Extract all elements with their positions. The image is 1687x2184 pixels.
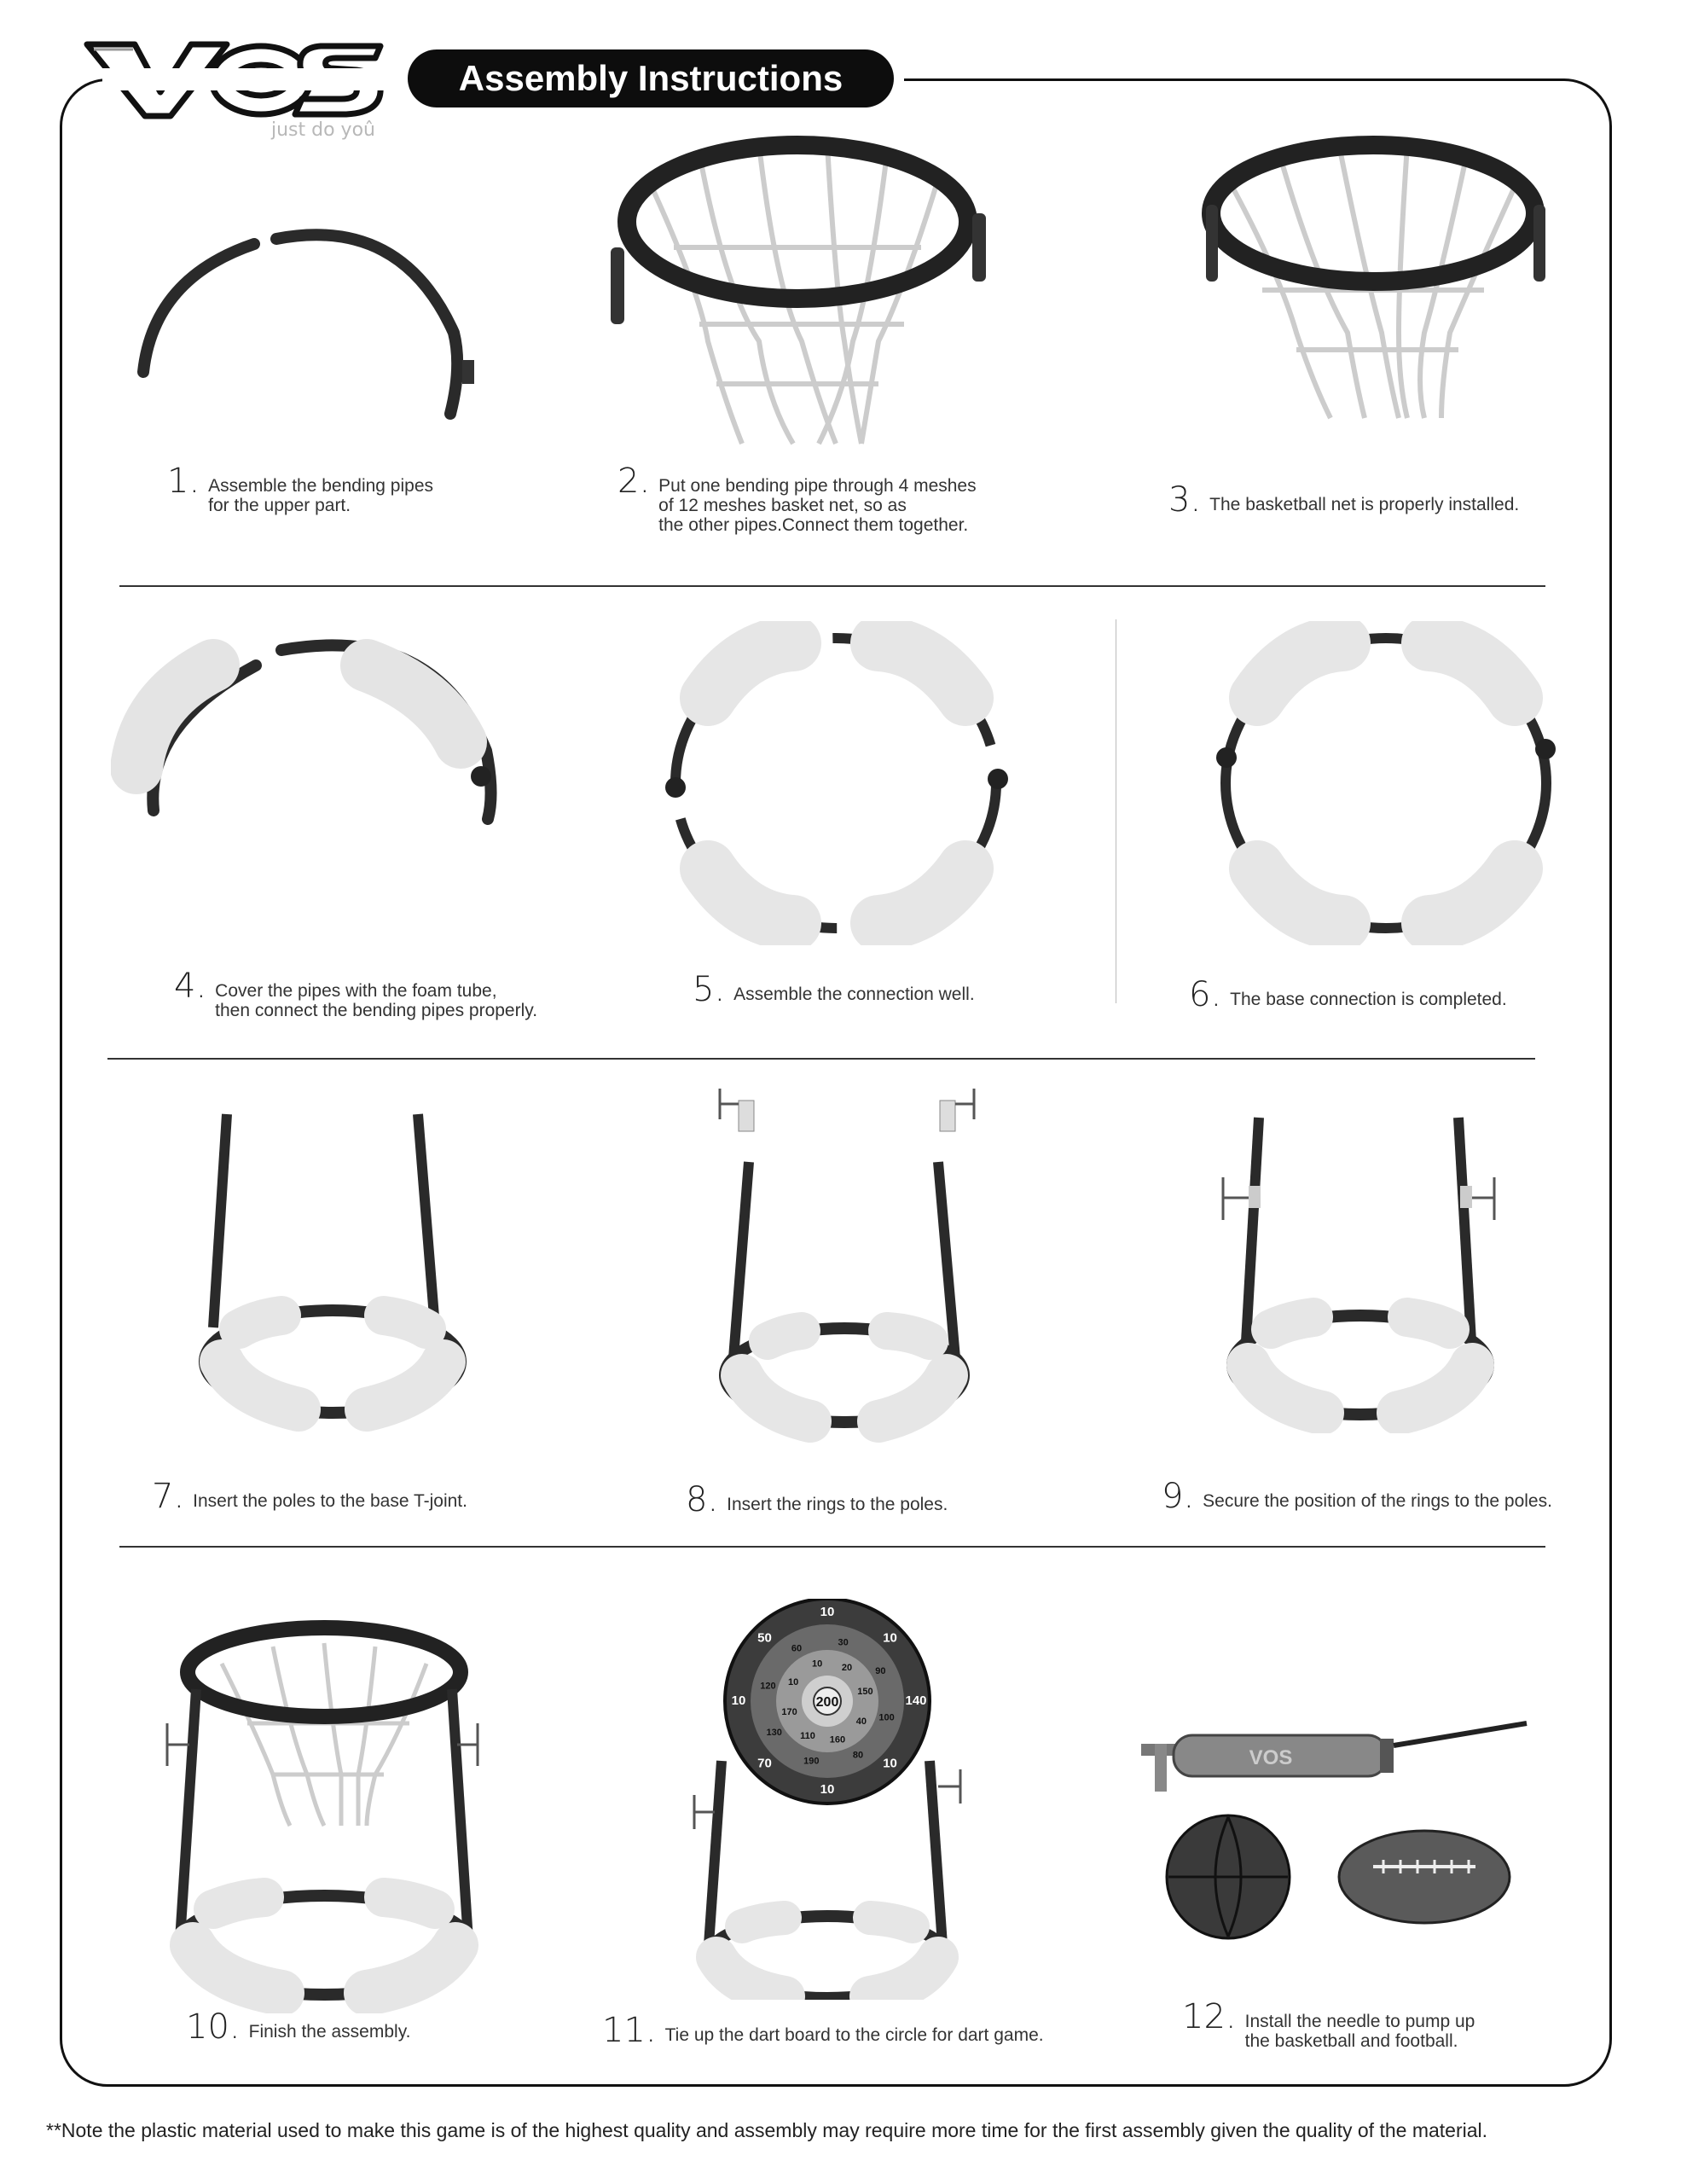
step-text: then connect the bending pipes properly. (215, 1001, 538, 1020)
basketball (1167, 1815, 1290, 1938)
step-text: Put one bending pipe through 4 meshes (658, 476, 977, 496)
dartboard-score: 140 (905, 1693, 927, 1708)
dartboard-score: 10 (788, 1677, 799, 1687)
step-number: 7. (152, 1477, 185, 1516)
step-text: Finish the assembly. (248, 2022, 411, 2042)
step-5-caption (693, 970, 975, 1009)
step-8-illustration (708, 1085, 1023, 1443)
step-12-illustration (1134, 1706, 1535, 1954)
step-10-illustration (154, 1604, 512, 2013)
pump (1141, 1723, 1527, 1792)
step-text: the basketball and football. (1244, 2031, 1458, 2051)
row-divider-1 (119, 585, 1545, 587)
step-7-illustration (188, 1106, 512, 1447)
step-11-illustration (682, 1599, 989, 2000)
dartboard-center-value: 200 (815, 1695, 839, 1710)
dartboard-score: 160 (829, 1734, 846, 1745)
row-divider-2 (107, 1058, 1535, 1060)
step-number: 9. (1162, 1477, 1195, 1516)
step-number: 8. (686, 1480, 719, 1519)
step-text: Install the needle to pump up (1244, 2012, 1475, 2031)
step-number: 5. (693, 970, 726, 1009)
footnote: **Note the plastic material used to make this game is of the highest quality and assembly may require more time for the first assembly given the quality of the material. (46, 2119, 1488, 2141)
step-number: 2. (617, 462, 651, 501)
step-1-illustration (119, 205, 512, 427)
dartboard-score: 90 (875, 1666, 886, 1676)
dartboard-score: 190 (803, 1756, 820, 1767)
dartboard-score: 50 (757, 1630, 772, 1646)
step-text: Secure the position of the rings to the poles. (1203, 1491, 1552, 1511)
dartboard-score: 170 (781, 1706, 797, 1717)
dartboard-score: 10 (811, 1658, 823, 1670)
step-12-caption (1182, 1997, 1475, 2051)
step-text: Insert the rings to the poles. (727, 1495, 948, 1514)
step-text: Assemble the bending pipes (208, 476, 434, 496)
step-9-illustration (1211, 1109, 1552, 1433)
dartboard-score: 70 (757, 1756, 772, 1771)
step-10-caption (186, 2007, 411, 2047)
football (1339, 1831, 1510, 1923)
step-number: 1. (167, 462, 200, 501)
step-text: Insert the poles to the base T-joint. (193, 1491, 467, 1511)
step-3-caption (1168, 480, 1520, 520)
dartboard-score: 10 (731, 1693, 746, 1708)
step-6-illustration (1203, 621, 1569, 945)
step-number: 11. (602, 2011, 657, 2050)
step-2-caption (617, 464, 977, 535)
step-1-caption (167, 464, 433, 515)
step-11-caption (602, 2013, 1044, 2048)
step-text: for the upper part. (208, 496, 351, 515)
step-number: 10. (186, 2007, 241, 2047)
dartboard-score: 10 (883, 1756, 897, 1771)
step-5-illustration (648, 621, 1023, 945)
brand-tagline: just do yoû (271, 119, 375, 141)
dartboard-score: 120 (760, 1681, 776, 1692)
dartboard-score: 40 (855, 1716, 867, 1727)
dartboard-score: 110 (800, 1730, 815, 1741)
page-title: Assembly Instructions (408, 49, 894, 107)
dartboard-score: 10 (820, 1605, 835, 1619)
step-8-caption (686, 1480, 948, 1519)
step-4-illustration (111, 631, 537, 853)
step-6-caption (1189, 975, 1507, 1014)
step-number: 12. (1182, 1997, 1237, 2036)
step-number: 3. (1168, 480, 1202, 520)
dartboard-score: 130 (766, 1728, 782, 1738)
dartboard-score: 60 (791, 1643, 803, 1654)
dartboard-score: 100 (878, 1712, 895, 1723)
step-number: 6. (1189, 975, 1222, 1014)
dartboard-score: 30 (838, 1637, 849, 1648)
step-text: the other pipes.Connect them together. (658, 515, 969, 535)
step-text: Tie up the dart board to the circle for dart game. (664, 2025, 1044, 2045)
dartboard-score: 10 (883, 1630, 897, 1646)
dartboard-score: 20 (841, 1663, 853, 1674)
step-number: 4. (174, 967, 207, 1006)
step-9-caption (1162, 1477, 1552, 1516)
dartboard-score: 80 (852, 1750, 864, 1761)
step-3-illustration (1194, 119, 1561, 427)
dartboard-score: 10 (820, 1782, 835, 1797)
step-text: The base connection is completed. (1230, 990, 1507, 1009)
step-text: of 12 meshes basket net, so as (658, 496, 907, 515)
step-7-caption (152, 1477, 467, 1516)
pump-brand: VOS (1249, 1746, 1293, 1769)
row-divider-3 (119, 1546, 1545, 1548)
step-text: The basketball net is properly installed. (1209, 495, 1520, 514)
step-2-illustration (597, 119, 998, 452)
step-text: Cover the pipes with the foam tube, (215, 981, 497, 1001)
dartboard-score: 150 (857, 1687, 873, 1698)
dartboard (725, 1599, 930, 1804)
step-text: Assemble the connection well. (733, 985, 975, 1004)
step-4-caption (174, 969, 537, 1020)
